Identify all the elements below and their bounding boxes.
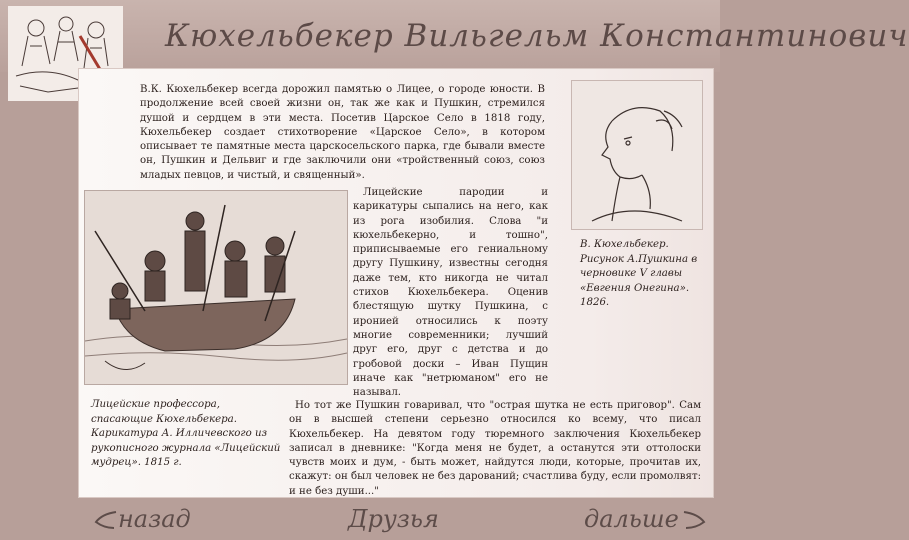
caricature-caption: Лицейские профессора, спасающие Кюхельбекера. Карикатура А. Илличевского из рукописного журнала «Лицейский мудрец». 1815 г. bbox=[91, 399, 281, 468]
parodies-paragraph: Лицейские пародии и карикатуры сыпались на него, как из рога изобилия. Слова "и кюхельбекерно, и тошно", приписываемые его гениальному другу Пушкину, известны сегодня даже тем, кто никогда не читал стихов Кюхельбекера. Оценив блестящую шутку Пушкина, с иронией относились к поэту многие современники; лучший друг его, друг с детства и до гробовой доски – Иван Пущин иначе как "нетрюманом" его не называл. bbox=[353, 187, 548, 399]
portrait-caption: В. Кюхельбекер. Рисунок А.Пушкина в черновике V главы «Евгения Онегина». 1826. bbox=[580, 239, 698, 308]
arrow-left-icon[interactable] bbox=[90, 504, 120, 534]
back-link[interactable]: назад bbox=[118, 505, 191, 533]
friends-link[interactable]: Друзья bbox=[348, 505, 439, 533]
page-title: Кюхельбекер Вильгельм Константинович bbox=[165, 18, 909, 54]
diary-paragraph: Но тот же Пушкин говаривал, что "острая шутка не есть приговор". Сам он в высшей степени серьезно относился ко всему, что писал Кюхельбекер. На девятом году тюремного заключения Кюхельбекер записал в дневнике: "Когда меня не будет, а останутся эти оттолоски чувств моих и дум, - быть может, найдутся люди, которые, прочитав их, скажут: он был человек не без дарований; счастлива буду, если промолвят: и не без души..." bbox=[289, 400, 702, 497]
arrow-right-icon[interactable] bbox=[680, 504, 710, 534]
next-link[interactable]: дальше bbox=[584, 505, 679, 533]
caricature-boat-image bbox=[84, 190, 348, 385]
kuchelbecker-portrait-image bbox=[571, 80, 703, 230]
intro-paragraph: В.К. Кюхельбекер всегда дорожил памятью о Лицее, о городе юности. В продолжение всей своей жизни он, так же как и Пушкин, стремился душой и сердцем в эти места. Посетив Царское Село в 1818 году, Кюхельбекер создает стихотворение «Царское Село», в котором описывает те памятные места царскосельского парка, где бывали вместе он, Пушкин и Дельвиг и где заключили они «тройственный союз, союз младых певцов, и чистый, и священный». bbox=[140, 84, 545, 181]
